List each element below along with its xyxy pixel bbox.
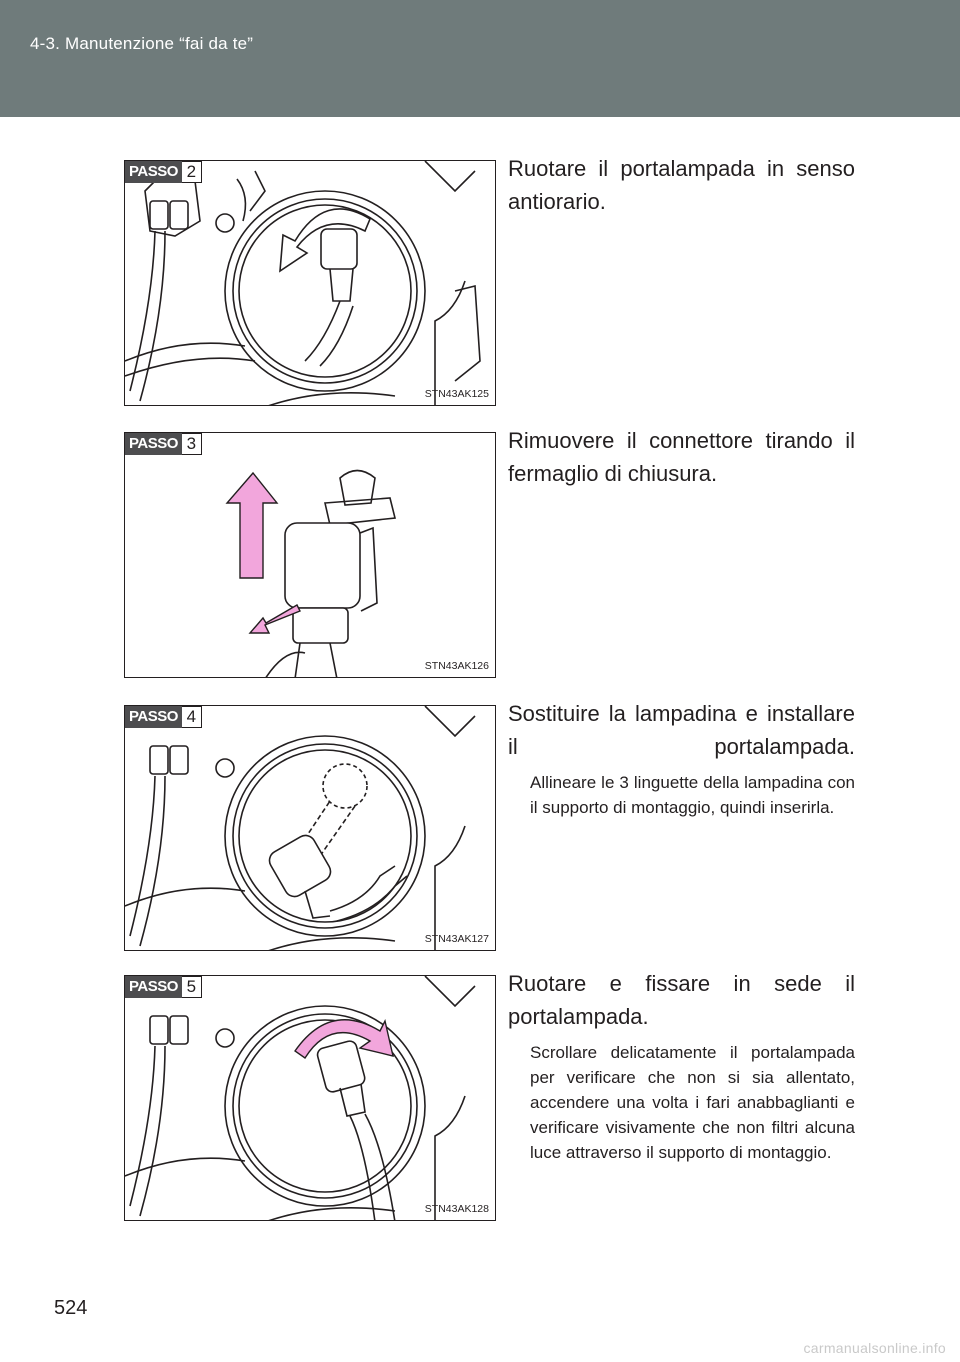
step-number: 3 xyxy=(182,433,202,455)
step-label: PASSO xyxy=(125,433,182,455)
step-label: PASSO xyxy=(125,976,182,998)
figure-step-5 xyxy=(124,975,496,1221)
figure-step-4 xyxy=(124,705,496,951)
bulb-install-illustration xyxy=(125,706,496,951)
step-5-instruction: Ruotare e fissare in sede il portalampada. xyxy=(508,971,855,1029)
pull-up-arrow xyxy=(227,473,277,578)
figure-step-2 xyxy=(124,160,496,406)
step-number: 2 xyxy=(182,161,202,183)
page-number: 524 xyxy=(54,1297,88,1319)
figure-code: STN43AK128 xyxy=(424,1203,489,1215)
figure-step-3 xyxy=(124,432,496,678)
figure-code: STN43AK127 xyxy=(424,933,489,945)
step-label: PASSO xyxy=(125,161,182,183)
figure-code: STN43AK126 xyxy=(424,660,489,672)
step-4-note: Allineare le 3 linguette della lampadina con il supporto di montaggio, quindi inserirla. xyxy=(530,773,855,817)
step-label: PASSO xyxy=(125,706,182,728)
bulb-holder-illustration xyxy=(125,161,496,406)
step-badge xyxy=(125,161,202,183)
step-5-note: Scrollare delicatamente il portalampada per verificare che non si sia allentato, accendere una volta i fari anabbaglianti e verificare visivamente che non filtri alcuna luce attraverso il supporto di montaggio. xyxy=(530,1043,855,1162)
step-badge xyxy=(125,976,202,998)
connector-illustration xyxy=(125,433,496,678)
step-3-instruction: Rimuovere il connettore tirando il fermaglio di chiusura. xyxy=(508,428,855,486)
step-number: 5 xyxy=(182,976,202,998)
section-header xyxy=(0,0,960,117)
step-badge xyxy=(125,706,202,728)
figure-code: STN43AK125 xyxy=(424,388,489,400)
step-2-instruction: Ruotare il portalampada in senso antiorario. xyxy=(508,156,855,214)
step-badge xyxy=(125,433,202,455)
step-4-instruction: Sostituire la lampadina e installare il portalampada. xyxy=(508,701,855,759)
watermark: carmanualsonline.info xyxy=(803,1340,946,1356)
bulb-lock-illustration xyxy=(125,976,496,1221)
step-number: 4 xyxy=(182,706,202,728)
section-title: 4-3. Manutenzione “fai da te” xyxy=(30,34,254,53)
